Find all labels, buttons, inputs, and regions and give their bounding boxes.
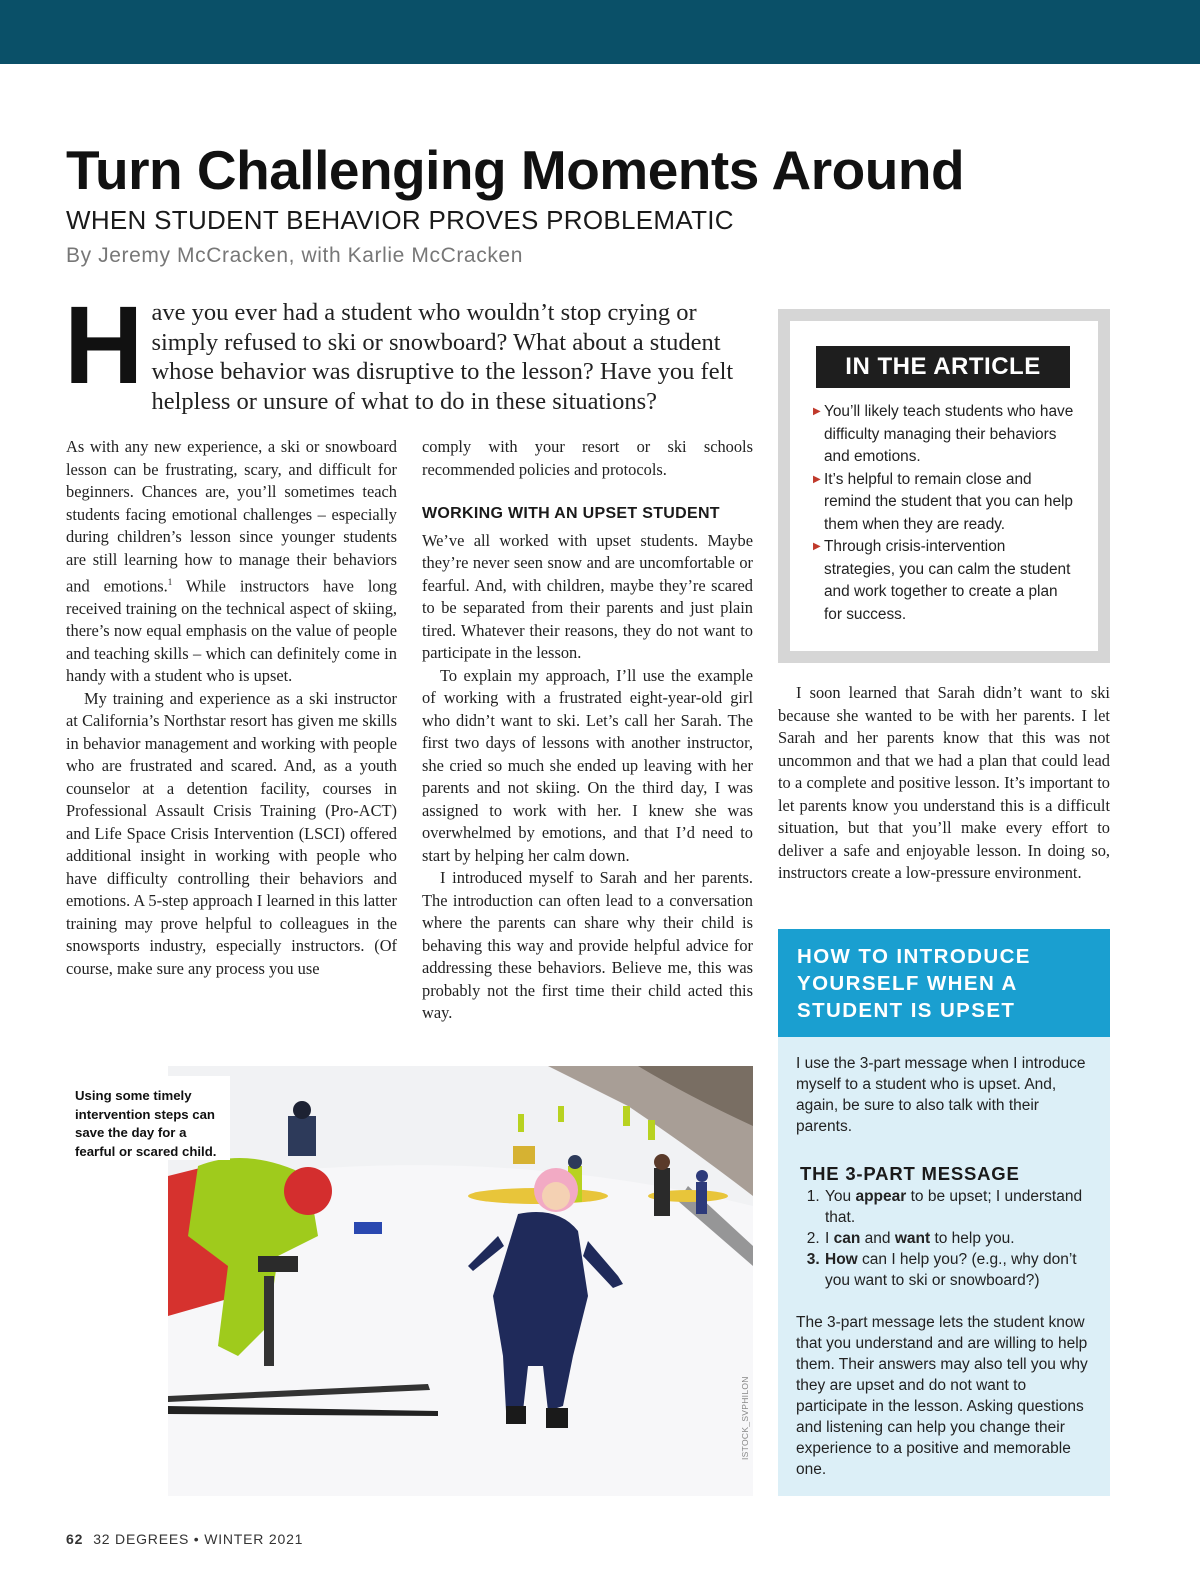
sidebar-heading: HOW TO INTRODUCE YOURSELF WHEN A STUDENT IS UPSET (797, 945, 1031, 1022)
list-item: 3. How can I help you? (e.g., why don’t you want to ski or snowboard?) (824, 1249, 1096, 1291)
list-item: 2. I can and want to help you. (824, 1228, 1096, 1249)
sidebar-header (778, 929, 1110, 1037)
body-paragraph: We’ve all worked with upset students. Maybe they’re never seen snow and are uncomfortable or fearful. And, with children, maybe they’re scared to be separated from their parents and just plain tired. Whatever their reasons, they do not want to participate in the lesson. (422, 530, 753, 662)
page-footer (66, 1531, 303, 1547)
triangle-bullet-icon: ▶ (813, 406, 821, 417)
section-heading: WORKING WITH AN UPSET STUDENT (422, 505, 720, 522)
body-paragraph: As with any new experience, a ski or snowboard lesson can be frustrating, scary, and difficult for beginners. Chances are, you’ll sometimes teach students facing emotional challenges – especially during children’s lesson since younger students are still learning how to manage their behaviors and emotions.$^1$ While instructors have long received training on the technical aspect of skiing, there’s now equal emphasis on the value of people and teaching skills – which can definitely come in handy with a student who is upset. (66, 437, 397, 686)
body-paragraph: My training and experience as a ski instructor at California’s Northstar resort has given me skills in behavior management and working with people who are frustrated and scared. And, as a youth counselor at a detention facility, courses in Professional Assault Crisis Training (Pro-ACT) and Life Space Crisis Intervention (LSCI) offered additional insight in working with people who have difficulty controlling their behaviors and emotions. A 5-step approach I learned in this latter training may prove helpful to colleagues in the snowsports industry, especially instructors. (Of course, make sure any process you use (66, 688, 397, 978)
photo-illustration (168, 1066, 753, 1496)
top-color-bar (0, 0, 1200, 64)
publication-name: 32 DEGREES • WINTER 2021 (93, 1531, 304, 1547)
in-the-article-heading: IN THE ARTICLE (816, 346, 1070, 388)
body-paragraph: I soon learned that Sarah didn’t want to ski because she wanted to be with her parents. I let Sarah and her parents know that this was not uncommon and that we had a plan that could lead to a complete and positive lesson. It’s important to let parents know you understand this is a difficult situation, but that you’ll make every effort to deliver a safe and enjoyable lesson. In doing so, instructors create a low-pressure environment. (778, 683, 1110, 882)
ski-lesson-photo (168, 1066, 753, 1496)
list-item: 1. You appear to be upset; I understand that. (824, 1186, 1096, 1228)
article-byline: By Jeremy McCracken, with Karlie McCracken (66, 244, 523, 267)
list-item: ▶ It’s helpful to remain close and remind the student that you can help them when they are ready. (813, 470, 1073, 533)
body-column-2 (422, 436, 753, 1025)
sidebar-closing: The 3-part message lets the student know that you understand and are willing to help them. Their answers may also tell you why they are upset and do not want to participate in the lesson. Asking questions and listening can help you change their experience to a positive and memorable one. (796, 1314, 1088, 1478)
list-item: ▶ Through crisis-intervention strategies, you can calm the student and work together to create a plan for success. (813, 538, 1071, 623)
sidebar-intro: I use the 3-part message when I introduce myself to a student who is upset. And, again, be sure to also talk with their parents. (796, 1055, 1086, 1135)
sidebar-box (778, 929, 1110, 1496)
article-title: Turn Challenging Moments Around (66, 139, 965, 201)
body-column-1 (66, 436, 397, 980)
list-item: ▶ You’ll likely teach students who have difficulty managing their behaviors and emotions. (813, 403, 1074, 465)
page-number: 62 (66, 1531, 84, 1547)
sidebar-subheading: THE 3-PART MESSAGE (800, 1163, 1020, 1184)
in-the-article-box (778, 309, 1110, 663)
body-paragraph: To explain my approach, I’ll use the example of working with a frustrated eight-year-old girl who didn’t want to ski. Let’s call her Sarah. The first two days of lessons with another instructor, she cried so much she ended up leaving with her parents and not skiing. On the third day, I was assigned to work with her. I knew she was overwhelmed by emotions, and that I’d need to start by helping her calm down. (422, 665, 753, 865)
photo-caption: Using some timely intervention steps can save the day for a fearful or scared child. (75, 1088, 217, 1159)
lead-text: ave you ever had a student who wouldn’t stop crying or simply refused to ski or snowboard? What about a student whose behavior was disruptive to the lesson? Have you felt helpless or unsure of what to do in these situations? (151, 299, 734, 415)
body-paragraph: comply with your resort or ski schools recommended policies and protocols. (422, 437, 753, 479)
article-subtitle: WHEN STUDENT BEHAVIOR PROVES PROBLEMATIC (66, 205, 734, 235)
three-part-list (796, 1186, 1096, 1291)
body-column-3 (778, 682, 1110, 885)
drop-cap: H (64, 284, 144, 407)
triangle-bullet-icon: ▶ (813, 541, 821, 552)
lead-paragraph (64, 284, 756, 416)
body-paragraph: I introduced myself to Sarah and her parents. The introduction can often lead to a conversation where the parents can share why their child is behaving this way and provide helpful advice for addressing these behaviors. Believe me, this was probably not the first time their child acted this way. (422, 868, 753, 1022)
triangle-bullet-icon: ▶ (813, 473, 821, 485)
in-the-article-list (813, 401, 1075, 626)
footnote-marker: 1 (167, 577, 173, 587)
sidebar-body (796, 1053, 1096, 1480)
photo-credit: ISTOCK_SVPHILON (740, 1376, 750, 1460)
